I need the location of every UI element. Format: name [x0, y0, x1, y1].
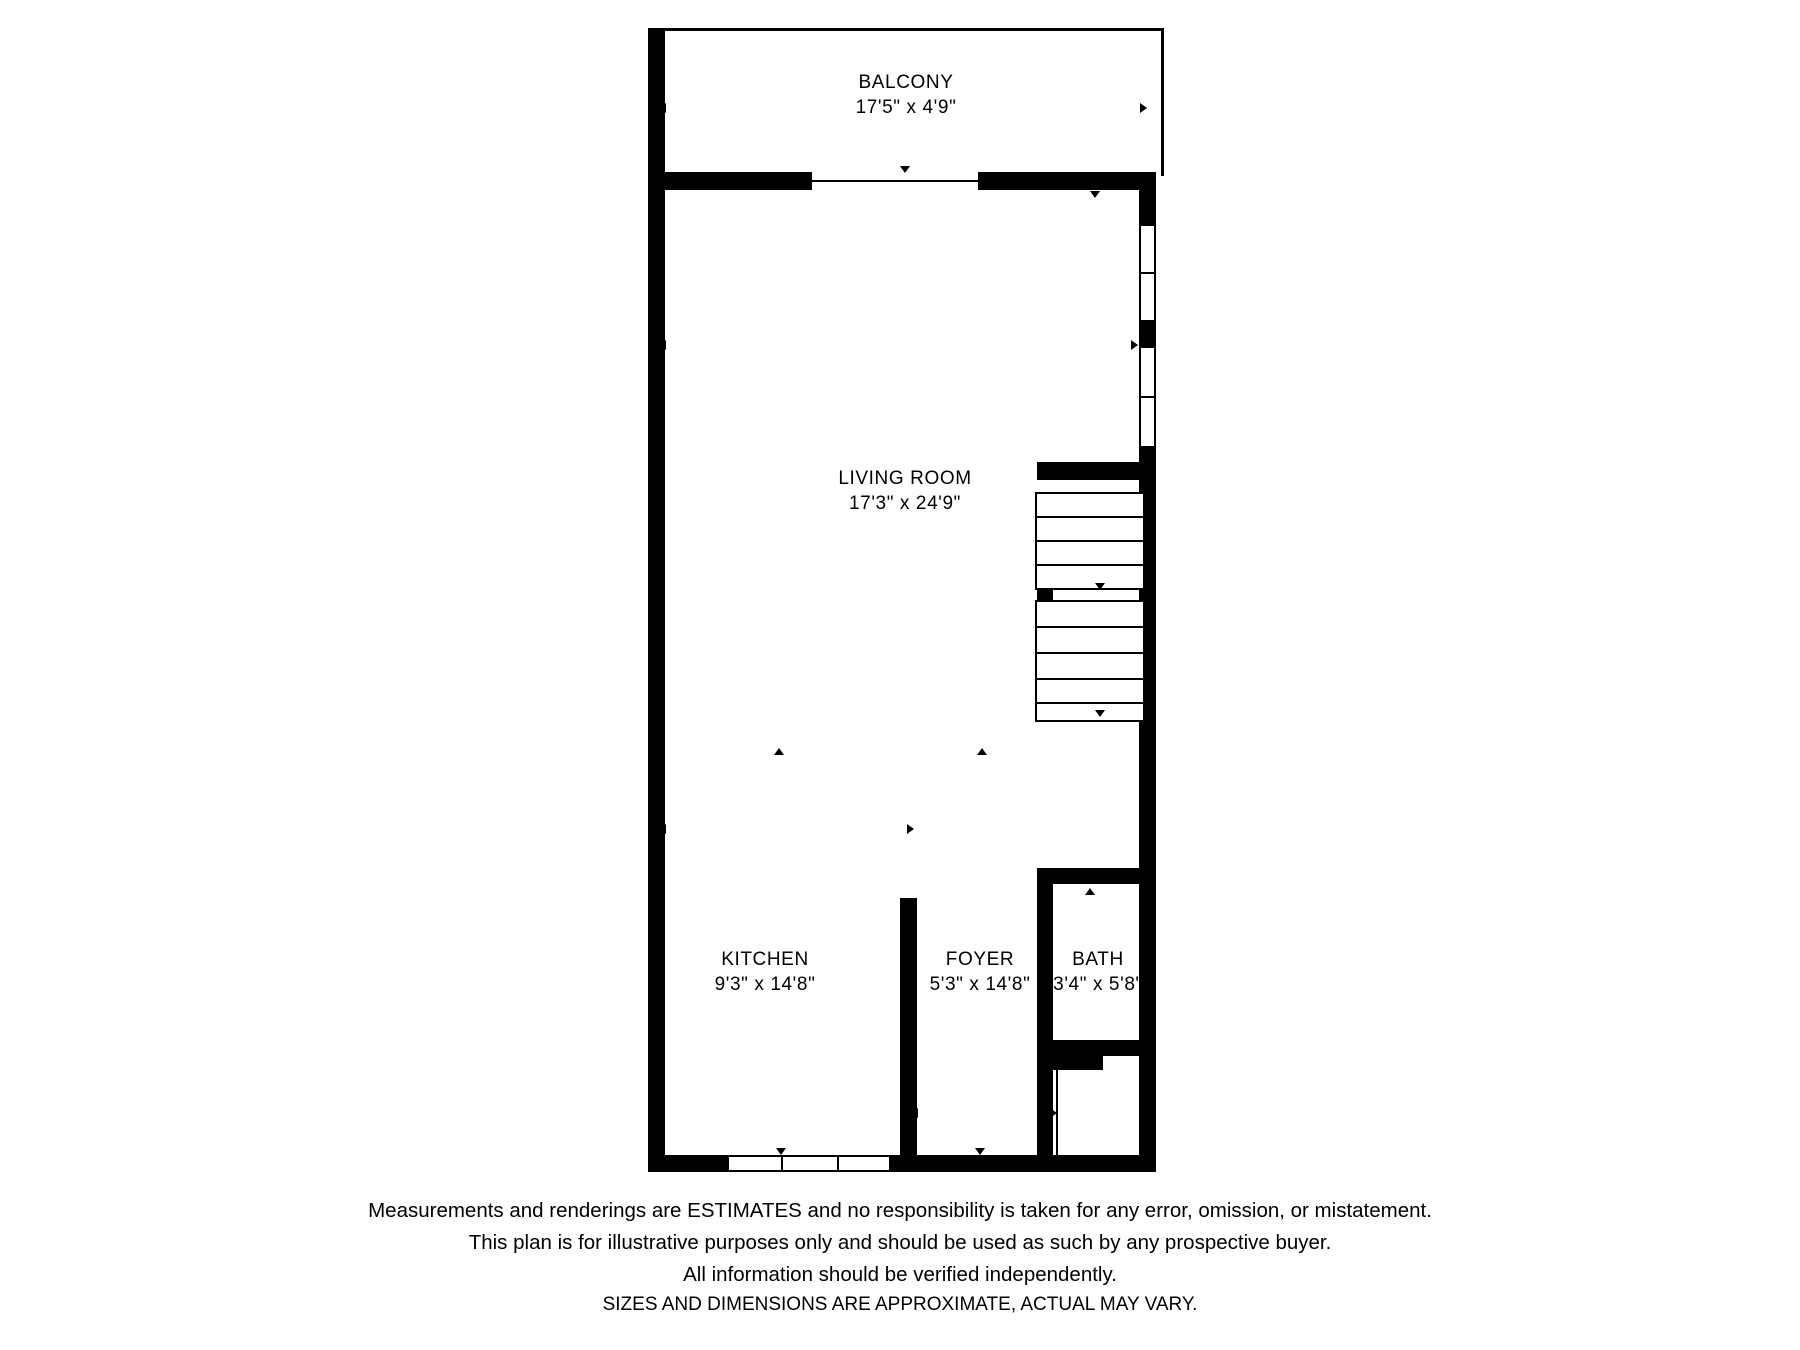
marker-kitchen-window — [776, 1148, 786, 1155]
marker-living-left-upper — [659, 340, 666, 350]
marker-living-center-a — [774, 748, 784, 755]
disclaimer-line-4: SIZES AND DIMENSIONS ARE APPROXIMATE, ACTUAL MAY VARY. — [602, 1294, 1198, 1316]
marker-entry-door — [975, 1148, 985, 1155]
room-name-kitchen: KITCHEN — [721, 949, 809, 970]
room-dim-kitchen: 9'3" x 14'8" — [714, 974, 816, 996]
marker-living-right-upper — [1131, 340, 1138, 350]
wall-exterior-right-mid — [1139, 322, 1156, 346]
marker-living-top-right — [1090, 191, 1100, 198]
room-label-living-room — [730, 466, 1080, 516]
window-bottom-kitchen — [727, 1155, 891, 1172]
marker-kitchen-door — [911, 1108, 918, 1118]
rail-balcony-top — [648, 28, 1164, 31]
room-dim-living-room: 17'3" x 24'9" — [848, 493, 961, 515]
marker-living-center-b — [977, 748, 987, 755]
room-name-bath: BATH — [1072, 949, 1124, 970]
room-dim-foyer: 5'3" x 14'8" — [929, 974, 1031, 996]
marker-bath-door — [1085, 888, 1095, 895]
wall-balcony-left — [648, 28, 665, 176]
wall-top-right-segment — [978, 172, 1156, 190]
stair-direction-arrow-upper — [1095, 583, 1105, 590]
foyer-entry-line — [917, 1160, 1037, 1162]
marker-foyer-closet — [1050, 1108, 1057, 1118]
stair-direction-arrow-lower — [1095, 710, 1105, 717]
wall-bath-bottom — [1037, 1040, 1156, 1056]
window-right-lower — [1139, 346, 1156, 448]
marker-living-right-lower — [907, 824, 914, 834]
marker-living-left-lower — [659, 824, 666, 834]
marker-bath-lower — [1085, 1060, 1095, 1067]
room-dim-bath: 3'4" x 5'8" — [1053, 974, 1143, 996]
marker-balcony-left — [659, 103, 666, 113]
window-right-upper — [1139, 224, 1156, 322]
room-name-foyer: FOYER — [945, 949, 1015, 970]
marker-balcony-door — [900, 166, 910, 173]
closet-line-bottom — [1056, 1100, 1058, 1102]
wall-top-left-segment — [648, 172, 812, 190]
wall-exterior-right-upper — [1139, 172, 1156, 224]
wall-bath-top — [1037, 868, 1156, 884]
marker-balcony-right — [1140, 103, 1147, 113]
slider-top-opening — [812, 180, 978, 182]
disclaimer-line-1: Measurements and renderings are ESTIMATES and no responsibility is taken for any error, omission, or mistatement. — [368, 1199, 1432, 1222]
disclaimer-line-3: All information should be verified independently. — [683, 1262, 1117, 1286]
disclaimer-line-2: This plan is for illustrative purposes only and should be used as such by any prospective buyer. — [468, 1230, 1332, 1254]
wall-exterior-left — [648, 172, 665, 1172]
rail-balcony-right — [1161, 28, 1164, 176]
staircase-lower-run — [1035, 600, 1145, 722]
disclaimer-text — [0, 1195, 1800, 1320]
wall-kitchen-foyer-divider — [900, 898, 917, 1172]
room-name-living-room: LIVING ROOM — [838, 468, 972, 489]
room-label-kitchen — [640, 947, 890, 997]
room-label-bath — [988, 947, 1208, 997]
room-label-balcony — [756, 70, 1056, 120]
room-dim-balcony: 17'5" x 4'9" — [855, 97, 957, 119]
room-name-balcony: BALCONY — [858, 72, 954, 93]
